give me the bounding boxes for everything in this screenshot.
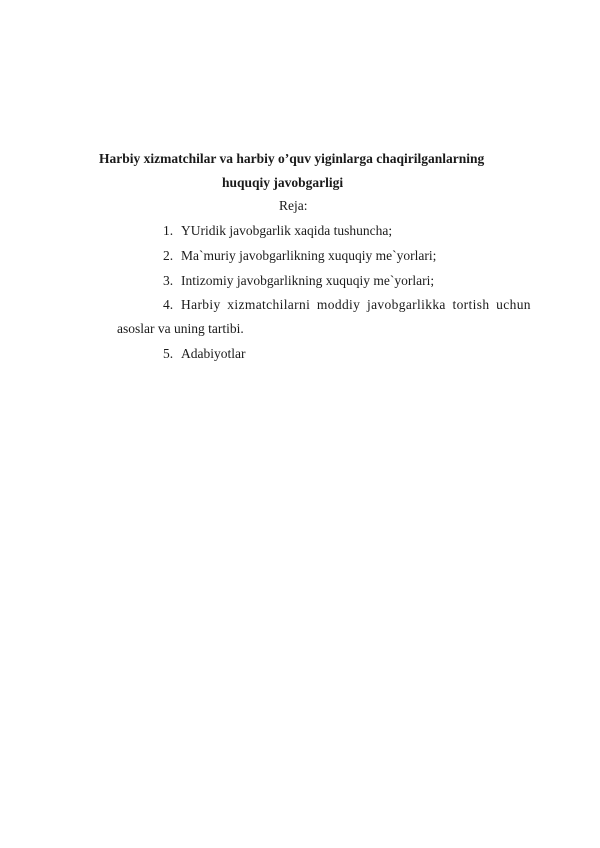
plan-item: [163, 346, 245, 362]
document-title-line-2: huquqiy javobgarligi: [222, 175, 344, 190]
plan-item-number: 2.: [163, 248, 174, 263]
plan-item-number: 3.: [163, 273, 174, 288]
plan-item-text: Harbiy xizmatchilarni moddiy javobgarlikka tortish uchun: [181, 297, 531, 312]
plan-item-number: 5.: [163, 346, 174, 361]
plan-item-text: YUridik javobgarlik xaqida tushuncha;: [181, 223, 393, 238]
plan-item: [163, 248, 436, 264]
plan-item-continuation: asoslar va uning tartibi.: [117, 321, 244, 336]
plan-item-number: 1.: [163, 223, 174, 238]
document-title-line-1: Harbiy xizmatchilar va harbiy o’quv yiginlarga chaqirilganlarning: [99, 151, 485, 166]
plan-item: [163, 297, 531, 313]
plan-heading: Reja:: [279, 198, 308, 213]
plan-item-number: 4.: [163, 297, 174, 312]
plan-item-text: Ma`muriy javobgarlikning xuquqiy me`yorlari;: [181, 248, 437, 263]
plan-item: [163, 223, 392, 239]
plan-item: [163, 273, 434, 289]
plan-item-text: Adabiyotlar: [181, 346, 246, 361]
plan-item-text: Intizomiy javobgarlikning xuquqiy me`yorlari;: [181, 273, 435, 288]
